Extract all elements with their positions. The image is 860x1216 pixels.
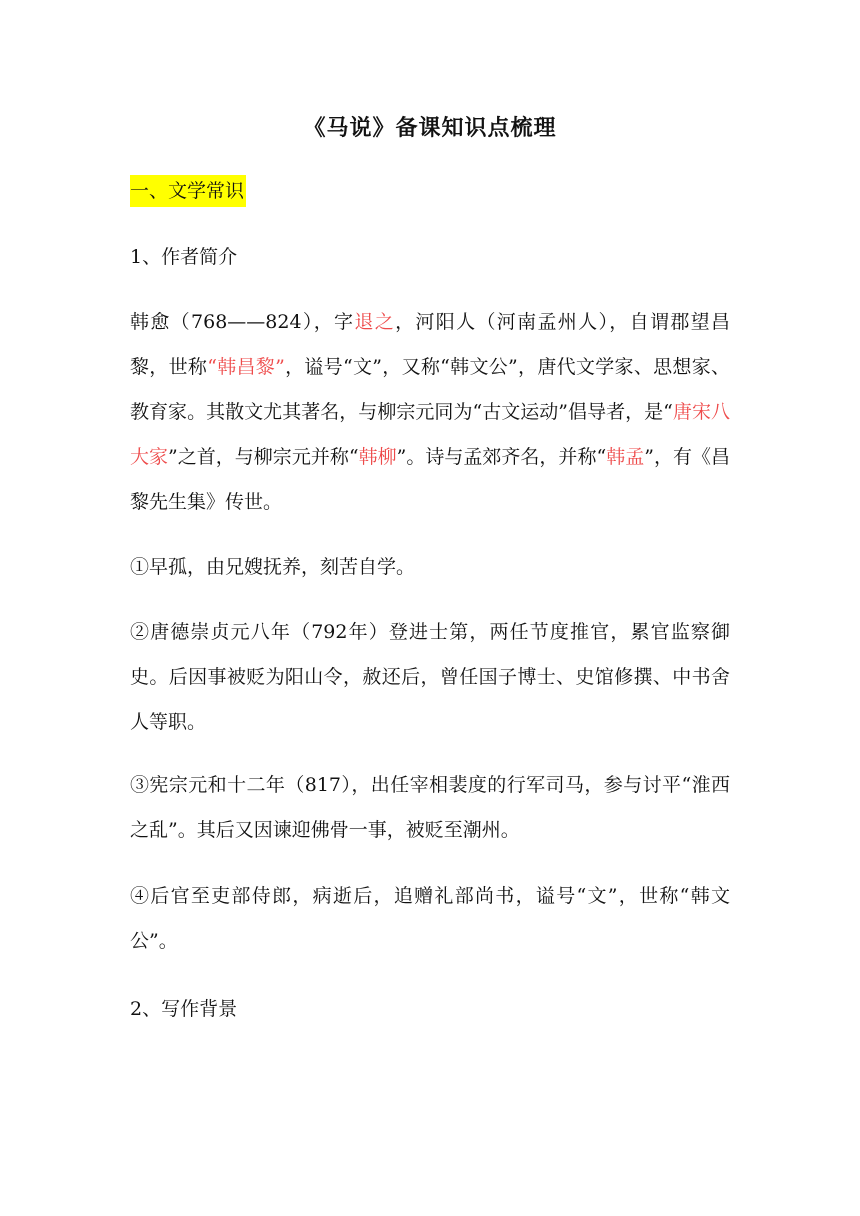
bio-text: ”。诗与孟郊齐名，并称“ bbox=[396, 446, 607, 468]
bio-text: 韩愈（768——824），字 bbox=[130, 311, 355, 333]
bio-text: ”，有《昌黎先生集》传世。 bbox=[130, 446, 730, 513]
page-title: 《马说》备课知识点梳理 bbox=[303, 116, 557, 141]
section-heading-literary-knowledge: 一、文学常识 bbox=[130, 175, 246, 207]
highlight-han-meng: 韩孟 bbox=[606, 446, 645, 468]
bio-text: ，谥号“文”，又称“韩文公”，唐代文学家、思想家、教育家。其散文尤其著名，与柳宗元同为“古文运动”倡导者，是“ bbox=[130, 356, 730, 423]
bio-text: ”之首，与柳宗元并称“ bbox=[168, 446, 359, 468]
highlight-eight-masters: 唐宋八大家 bbox=[130, 401, 730, 468]
highlight-courtesy-name: 退之 bbox=[354, 311, 396, 333]
subheading-author-intro: 1、作者简介 bbox=[130, 246, 238, 268]
subheading-writing-background: 2、写作背景 bbox=[130, 998, 238, 1020]
list-item: ④后官至吏部侍郎，病逝后，追赠礼部尚书，谥号“文”，世称“韩文公”。 bbox=[130, 885, 730, 952]
list-item: ①早孤，由兄嫂抚养，刻苦自学。 bbox=[130, 556, 416, 578]
author-bio-paragraph bbox=[130, 300, 730, 525]
bio-text: ，河阳人（河南孟州人），自谓郡望昌黎，世称 bbox=[130, 311, 730, 378]
highlight-alias: “韩昌黎” bbox=[207, 356, 285, 378]
highlight-han-liu: 韩柳 bbox=[358, 446, 397, 468]
list-item: ②唐德崇贞元八年（792年）登进士第，两任节度推官，累官监察御史。后因事被贬为阳山令，赦还后，曾任国子博士、史馆修撰、中书舍人等职。 bbox=[130, 621, 730, 733]
list-item: ③宪宗元和十二年（817），出任宰相裴度的行军司马，参与讨平“淮西之乱”。其后又因谏迎佛骨一事，被贬至潮州。 bbox=[130, 774, 730, 841]
